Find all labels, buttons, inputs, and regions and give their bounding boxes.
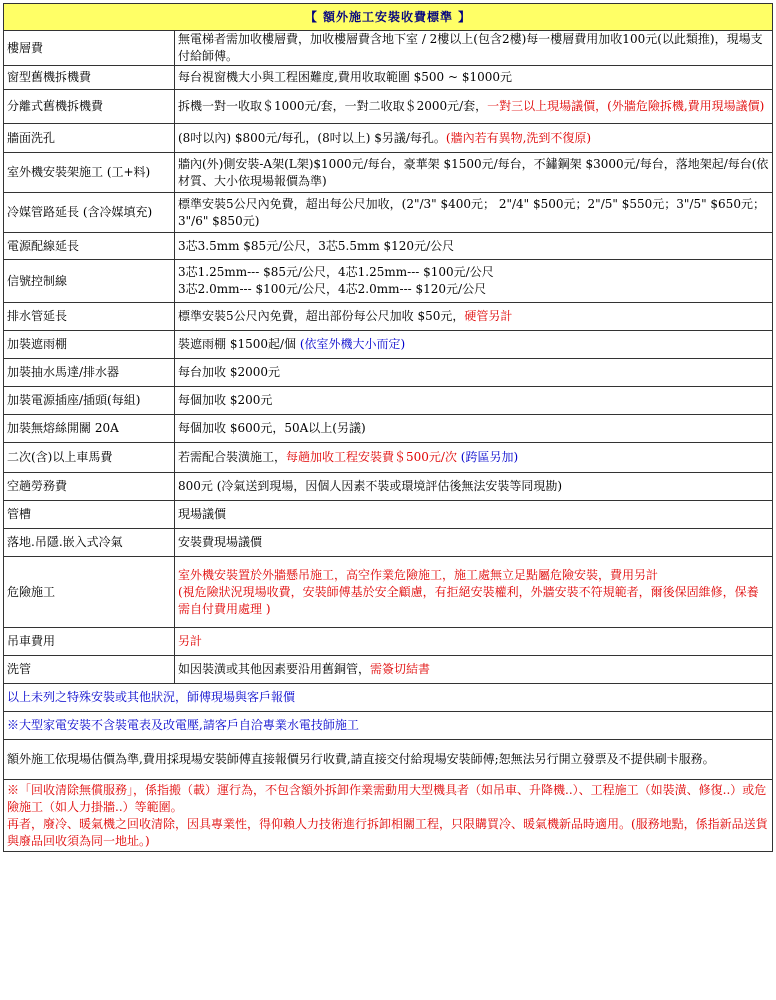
text-segment: 標準安裝5公尺內免費，超出每公尺加收，(2"/3" $400元； 2"/4" $500元；2"/5" $550元；3"/5" $650元；3"/6" $850元) [178, 196, 765, 228]
note-row [4, 712, 773, 740]
text-segment: 牆內(外)側安裝-A架(L架)$1000元/每台，豪華架 $1500元/每台，不鏽鋼架 $3000元/每台，落地架起/每台(依材質、大小依現場報價為準) [178, 156, 769, 188]
fee-item-label: 加裝抽水馬達/排水器 [4, 359, 175, 387]
fee-row [4, 443, 773, 473]
fee-row [4, 415, 773, 443]
fee-item-label: 吊車費用 [4, 628, 175, 656]
fee-item-description [175, 473, 773, 501]
fee-item-description [175, 260, 773, 303]
fee-row [4, 90, 773, 124]
fee-item-label: 危險施工 [4, 557, 175, 628]
text-segment: 現場議價 [178, 507, 227, 521]
text-segment: 拆機一對一收取＄1000元/套，一對二收取＄2000元/套， [178, 99, 488, 113]
text-segment: 800元 (冷氣送到現場，因個人因素不裝或環境評估後無法安裝等同現勘) [178, 479, 563, 493]
text-segment: 硬管另計 [464, 309, 513, 323]
fee-row [4, 66, 773, 90]
fee-item-description [175, 153, 773, 193]
fee-row [4, 260, 773, 303]
fee-item-label: 窗型舊機拆機費 [4, 66, 175, 90]
fee-row [4, 331, 773, 359]
note-text [4, 712, 773, 740]
fee-item-label: 落地.吊隱.嵌入式冷氣 [4, 529, 175, 557]
text-segment: (8吋以內) $800元/每孔，(8吋以上) $另議/每孔。 [178, 130, 446, 145]
fee-sheet [3, 3, 772, 852]
note-row [4, 684, 773, 712]
fee-row [4, 557, 773, 628]
fee-item-description [175, 66, 773, 90]
fee-item-label: 二次(含)以上車馬費 [4, 443, 175, 473]
fee-item-label: 樓層費 [4, 31, 175, 66]
text-segment: 無電梯者需加收樓層費，加收樓層費含地下室 / 2樓以上(包含2樓)每一樓層費用加收100元(以此類推)，現場支付給師傅。 [178, 32, 763, 63]
text-segment: 如因裝潢或其他因素要沿用舊銅管， [178, 662, 371, 676]
text-segment: (跨區另加) [456, 450, 519, 464]
fee-row [4, 153, 773, 193]
text-segment: 標準安裝5公尺內免費，超出部份每公尺加收 $50元， [178, 309, 465, 323]
fee-item-description [175, 31, 773, 66]
text-segment: 每個加收 $200元 [178, 393, 273, 407]
fee-item-description [175, 387, 773, 415]
fee-item-label: 室外機安裝架施工 (工+料) [4, 153, 175, 193]
fee-item-label: 加裝遮雨棚 [4, 331, 175, 359]
fee-row [4, 193, 773, 233]
fee-item-label: 信號控制線 [4, 260, 175, 303]
text-segment: (依室外機大小而定) [299, 337, 406, 351]
text-segment: 若需配合裝潢施工， [178, 450, 287, 464]
fee-row [4, 387, 773, 415]
page-title: 【 額外施工安裝收費標準 】 [4, 4, 773, 31]
fee-item-label: 排水管延長 [4, 303, 175, 331]
fee-row [4, 656, 773, 684]
fee-item-description [175, 233, 773, 260]
fee-item-description [175, 443, 773, 473]
fee-row [4, 473, 773, 501]
fee-item-description [175, 415, 773, 443]
text-segment: 一對三以上現場議價，(外牆危險拆機,費用現場議價) [487, 99, 765, 113]
fee-row [4, 303, 773, 331]
fee-item-description [175, 359, 773, 387]
text-segment: ※大型家電安裝不含裝電表及改電壓,請客戶自洽專業水電技師施工 [7, 718, 359, 732]
fee-item-label: 加裝電源插座/插頭(每組) [4, 387, 175, 415]
fee-item-label: 冷媒管路延長 (含冷媒填充) [4, 193, 175, 233]
fee-item-description [175, 193, 773, 233]
note-text [4, 780, 773, 852]
note-text [4, 740, 773, 780]
text-segment: 3芯2.0mm--- $100元/公尺，4芯2.0mm--- $120元/公尺 [178, 282, 487, 296]
fee-item-label: 空趟勞務費 [4, 473, 175, 501]
fee-row [4, 31, 773, 66]
text-segment: 每個加收 $600元，50A以上(另議) [178, 421, 366, 435]
fee-item-label: 電源配線延長 [4, 233, 175, 260]
text-segment: 裝遮雨棚 $1500起/個 [178, 337, 300, 351]
text-segment: 3芯3.5mm $85元/公尺，3芯5.5mm $120元/公尺 [178, 238, 455, 253]
text-segment: 再者，廢冷、暖氣機之回收清除，因具專業性，得仰賴人力技術進行拆卸相關工程，只限購買冷、暖氣機新品時適用。(服務地點，係指新品送貨與廢品回收須為同一地址。) [7, 816, 768, 848]
note-text [4, 684, 773, 712]
fee-item-description [175, 529, 773, 557]
text-segment: 需簽切結書 [370, 662, 431, 676]
fee-item-label: 牆面洗孔 [4, 124, 175, 153]
fee-item-description [175, 656, 773, 684]
text-segment: 3芯1.25mm--- $85元/公尺，4芯1.25mm--- $100元/公尺 [178, 265, 494, 279]
fee-item-description [175, 628, 773, 656]
fee-row [4, 501, 773, 529]
note-row [4, 780, 773, 852]
text-segment: 室外機安裝置於外牆懸吊施工，高空作業危險施工，施工處無立足點屬危險安裝，費用另計 [178, 567, 659, 582]
text-segment: 安裝費現場議價 [178, 535, 263, 549]
text-segment: 另計 [178, 634, 203, 648]
fee-item-label: 洗管 [4, 656, 175, 684]
text-segment: 每台加收 $2000元 [178, 365, 280, 379]
fee-row [4, 233, 773, 260]
fee-row [4, 124, 773, 153]
text-segment: 每趟加收工程安裝費＄500元/次 [286, 450, 457, 464]
fee-row [4, 359, 773, 387]
text-segment: (牆內若有異物,洗到不復原) [445, 130, 592, 145]
fee-item-label: 管槽 [4, 501, 175, 529]
fee-item-description [175, 557, 773, 628]
fee-row [4, 628, 773, 656]
text-segment: (視危險狀況現場收費，安裝師傅基於安全顧慮，有拒絕安裝權利，外牆安裝不符規範者，爾後保固維修，保養需自付費用處理 ) [178, 584, 759, 616]
fee-item-description [175, 331, 773, 359]
fee-item-label: 加裝無熔絲開關 20A [4, 415, 175, 443]
title-row [4, 4, 773, 31]
text-segment: 額外施工依現場估價為準,費用採現場安裝師傅直接報價另行收費,請直接交付給現場安裝師傅;恕無法另行開立發票及不提供刷卡服務。 [7, 752, 715, 766]
text-segment: ※「回收清除無償服務」，係指搬（載）運行為，不包含額外拆卸作業需動用大型機具者（如吊車、升降機..）、工程施工（如裝潢、修復..）或危險施工（如人力掛牆..）等範圍。 [7, 782, 767, 814]
text-segment: 每台視窗機大小與工程困難度,費用收取範圍 $500 ~ $1000元 [178, 70, 513, 84]
fee-item-description [175, 124, 773, 153]
fee-table [3, 3, 773, 852]
fee-item-description [175, 303, 773, 331]
fee-item-description [175, 501, 773, 529]
text-segment: 以上未列之特殊安裝或其他狀況，師傅現場與客戶報價 [7, 690, 296, 704]
fee-item-label: 分離式舊機拆機費 [4, 90, 175, 124]
note-row [4, 740, 773, 780]
fee-item-description [175, 90, 773, 124]
fee-row [4, 529, 773, 557]
